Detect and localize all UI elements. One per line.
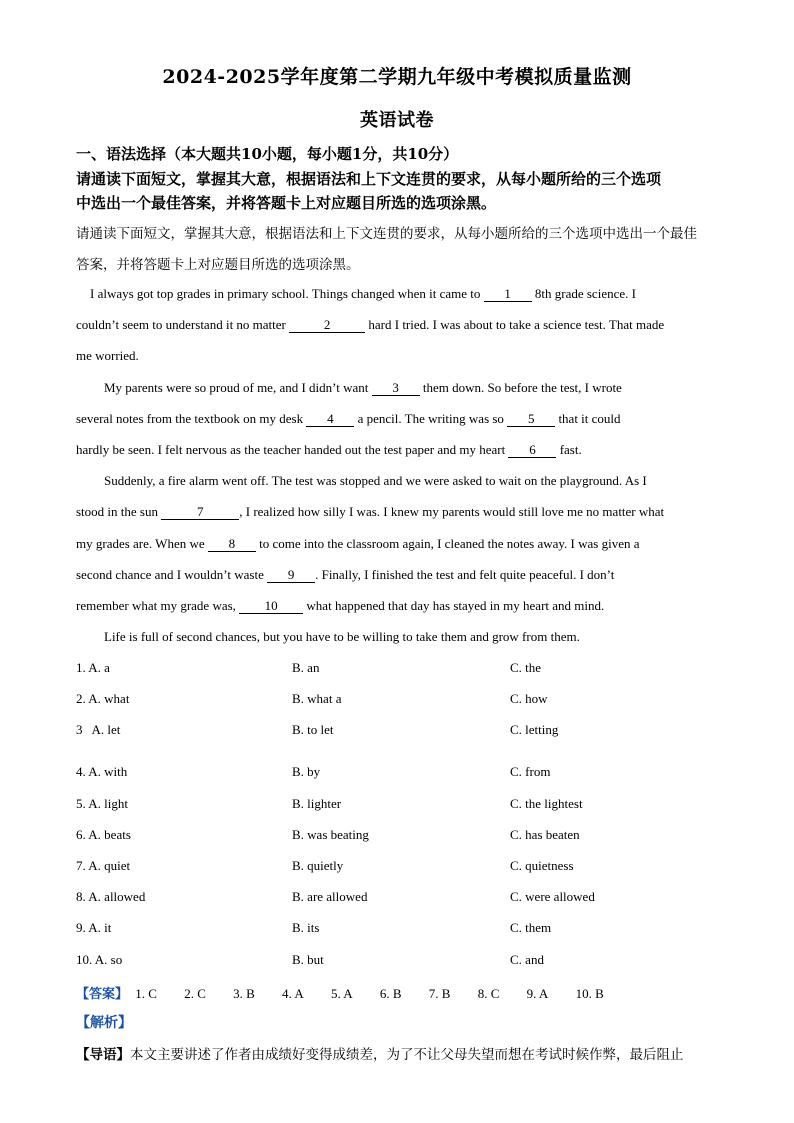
option-c: C. quietness [510, 858, 574, 873]
passage-line: second chance and I wouldn’t waste 9 . Finally, I finished the test and felt quite peaceful. I don’t [76, 567, 615, 582]
answer-item: 7. B [428, 986, 451, 1001]
passage-line: several notes from the textbook on my desk 4 a pencil. The writing was so 5 that it could [76, 411, 621, 426]
option-a: 3 A. let [76, 722, 121, 737]
option-b: B. was beating [292, 827, 369, 842]
instruction-line-1: 请通读下面短文，掌握其大意，根据语法和上下文连贯的要求，从每小题所给的三个选项中选出一个最佳 [76, 226, 697, 242]
passage-line: stood in the sun 7 , I realized how silly I was. I knew my parents would still love me no matter what [76, 504, 665, 519]
answer-item: 3. B [233, 986, 255, 1001]
instruction-line-2: 答案，并将答题卡上对应题目所选的选项涂黑。 [76, 257, 360, 273]
option-c: C. them [510, 920, 552, 935]
answer-item: 2. C [184, 986, 206, 1001]
blank-7: 7 [161, 505, 239, 520]
option-b: B. an [292, 660, 320, 675]
blank-2: 2 [289, 318, 365, 333]
option-b: B. what a [292, 691, 342, 706]
blank-9: 9 [267, 568, 315, 583]
passage-line: I always got top grades in primary school. Things changed when it came to 1 8th grade science. I [90, 286, 636, 301]
option-c: C. from [510, 764, 551, 779]
option-a: 7. A. quiet [76, 858, 131, 873]
option-b: B. quietly [292, 858, 344, 873]
exam-title: 2024-2025学年度第二学期九年级中考模拟质量监测 [162, 66, 632, 88]
option-b: B. are allowed [292, 889, 368, 904]
answer-label: 【答案】 [76, 987, 129, 1002]
option-c: C. letting [510, 722, 559, 737]
guide-label: 【导语】 [76, 1047, 130, 1063]
answer-item: 6. B [379, 986, 402, 1001]
blank-4: 4 [306, 412, 354, 427]
option-a: 5. A. light [76, 796, 129, 811]
option-c: C. the [510, 660, 542, 675]
section-heading: 一、语法选择（本大题共10小题，每小题1分，共10分） [76, 145, 459, 163]
passage-line: remember what my grade was, 10 what happened that day has stayed in my heart and mind. [76, 598, 605, 613]
blank-1: 1 [484, 287, 532, 302]
blank-3: 3 [372, 381, 420, 396]
instruction-bold-line-1: 请通读下面短文，掌握其大意，根据语法和上下文连贯的要求，从每小题所给的三个选项 [76, 170, 662, 188]
guide-line [76, 1043, 684, 1063]
passage-line: my grades are. When we 8 to come into the classroom again, I cleaned the notes away. I was given a [76, 536, 640, 551]
passage-line: Suddenly, a fire alarm went off. The test was stopped and we were asked to wait on the playground. As I [104, 473, 647, 488]
answer-item: 9. A [526, 986, 549, 1001]
passage-line: me worried. [76, 348, 139, 363]
answer-item: 10. B [575, 986, 604, 1001]
option-a: 8. A. allowed [76, 889, 146, 904]
passage-line: My parents were so proud of me, and I didn’t want 3 them down. So before the test, I wrote [104, 380, 622, 395]
answer-line [76, 983, 628, 1002]
guide-text: 本文主要讲述了作者由成绩好变得成绩差，为了不让父母失望而想在考试时候作弊，最后阻止 [130, 1047, 684, 1063]
option-b: B. by [292, 764, 321, 779]
option-c: C. and [510, 952, 544, 967]
option-a: 4. A. with [76, 764, 128, 779]
blank-5: 5 [507, 412, 555, 427]
passage-line: couldn’t seem to understand it no matter 2 hard I tried. I was about to take a science test. That made [76, 317, 665, 332]
option-b: B. but [292, 952, 324, 967]
option-c: C. has beaten [510, 827, 580, 842]
option-b: B. to let [292, 722, 334, 737]
option-b: B. lighter [292, 796, 342, 811]
blank-6: 6 [508, 443, 556, 458]
blank-8: 8 [208, 537, 256, 552]
option-a: 2. A. what [76, 691, 130, 706]
option-a: 1. A. a [76, 660, 110, 675]
exam-subtitle: 英语试卷 [360, 110, 434, 131]
answer-item: 5. A [330, 986, 353, 1001]
instruction-bold-line-2: 中选出一个最佳答案，并将答题卡上对应题目所选的选项涂黑。 [76, 194, 497, 212]
blank-10: 10 [239, 599, 303, 614]
passage-line: hardly be seen. I felt nervous as the teacher handed out the test paper and my heart 6 fast. [76, 442, 582, 457]
passage-line: Life is full of second chances, but you have to be willing to take them and grow from them. [104, 629, 580, 644]
option-b: B. its [292, 920, 320, 935]
option-a: 9. A. it [76, 920, 112, 935]
option-a: 6. A. beats [76, 827, 131, 842]
option-c: C. were allowed [510, 889, 595, 904]
analysis-label: 【解析】 [76, 1015, 132, 1031]
answer-item: 4. A [282, 986, 304, 1001]
answer-item: 8. C [477, 986, 500, 1001]
option-a: 10. A. so [76, 952, 123, 967]
option-c: C. the lightest [510, 796, 583, 811]
option-c: C. how [510, 691, 548, 706]
answer-item: 1. C [135, 986, 157, 1001]
